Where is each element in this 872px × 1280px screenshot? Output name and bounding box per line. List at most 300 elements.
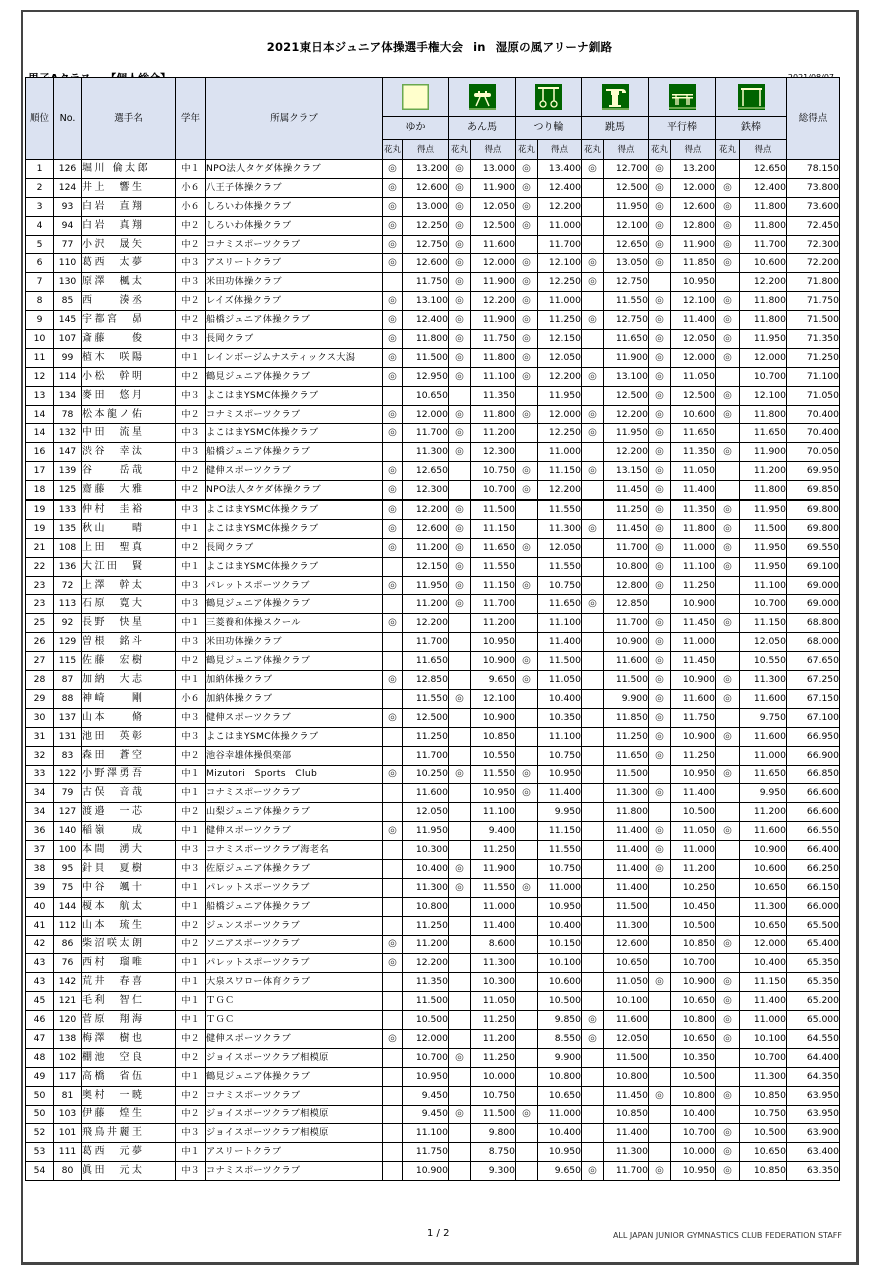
score-cell: 12.600 <box>671 197 716 216</box>
rank-cell: 21 <box>26 538 54 557</box>
total-score-cell: 65.350 <box>787 973 840 992</box>
hanamaru-cell <box>383 1086 403 1105</box>
rank-cell: 5 <box>26 235 54 254</box>
hanamaru-cell <box>716 424 740 443</box>
total-score-cell: 64.400 <box>787 1048 840 1067</box>
club-cell: NPO法人タケダ体操クラブ <box>206 481 383 500</box>
grade-cell: 中２ <box>176 916 206 935</box>
score-cell: 11.600 <box>604 1011 649 1030</box>
athlete-name-cell: 井上 響生 <box>82 178 176 197</box>
score-cell: 11.250 <box>403 916 449 935</box>
hanamaru-cell: ◎ <box>383 216 403 235</box>
hanamaru-cell: ◎ <box>649 708 671 727</box>
table-row <box>26 992 840 1011</box>
hanamaru-cell <box>582 671 604 690</box>
subheader-score: 得点 <box>604 140 649 160</box>
club-cell: NPO法人タケダ体操クラブ <box>206 160 383 179</box>
score-cell: 12.000 <box>538 405 582 424</box>
score-cell: 11.500 <box>471 1105 516 1124</box>
score-cell: 11.800 <box>740 292 787 311</box>
hanamaru-cell: ◎ <box>582 1162 604 1181</box>
hanamaru-cell: ◎ <box>649 671 671 690</box>
hanamaru-cell <box>649 1124 671 1143</box>
hanamaru-cell <box>449 708 471 727</box>
score-cell: 12.000 <box>740 935 787 954</box>
hanamaru-cell: ◎ <box>649 197 671 216</box>
hanamaru-cell <box>383 689 403 708</box>
score-cell: 10.950 <box>538 1143 582 1162</box>
hanamaru-cell: ◎ <box>449 557 471 576</box>
total-score-cell: 65.000 <box>787 1011 840 1030</box>
hanamaru-cell: ◎ <box>649 784 671 803</box>
table-row <box>26 1143 840 1162</box>
hanamaru-cell: ◎ <box>449 1048 471 1067</box>
hanamaru-cell: ◎ <box>516 462 538 481</box>
club-cell: アスリートクラブ <box>206 254 383 273</box>
rank-cell: 50 <box>26 1086 54 1105</box>
athlete-name-cell: 奥村 一暁 <box>82 1086 176 1105</box>
score-cell: 11.400 <box>604 822 649 841</box>
hanamaru-cell <box>516 803 538 822</box>
score-cell: 11.200 <box>403 595 449 614</box>
score-cell: 11.900 <box>740 443 787 462</box>
score-cell: 10.000 <box>471 1067 516 1086</box>
total-score-cell: 66.600 <box>787 803 840 822</box>
total-score-cell: 71.050 <box>787 386 840 405</box>
score-cell: 11.150 <box>471 519 516 538</box>
club-cell: ソニアスポーツクラブ <box>206 935 383 954</box>
hanamaru-cell <box>449 1067 471 1086</box>
hanamaru-cell: ◎ <box>716 765 740 784</box>
athlete-number-cell: 124 <box>54 178 82 197</box>
hanamaru-cell <box>582 216 604 235</box>
hanamaru-cell <box>716 916 740 935</box>
hanamaru-cell <box>449 671 471 690</box>
rank-cell: 43 <box>26 973 54 992</box>
hanamaru-cell: ◎ <box>516 652 538 671</box>
table-row <box>26 859 840 878</box>
score-cell: 11.000 <box>538 216 582 235</box>
score-cell: 11.800 <box>471 405 516 424</box>
athlete-name-cell: 古俣 音哉 <box>82 784 176 803</box>
hanamaru-cell <box>582 500 604 519</box>
hanamaru-cell: ◎ <box>716 557 740 576</box>
score-cell: 12.050 <box>604 1029 649 1048</box>
hanamaru-cell <box>582 330 604 349</box>
hanamaru-cell: ◎ <box>582 311 604 330</box>
grade-cell: 中１ <box>176 557 206 576</box>
rank-cell: 19 <box>26 519 54 538</box>
hanamaru-cell <box>582 822 604 841</box>
score-cell: 11.700 <box>604 538 649 557</box>
athlete-name-cell: 中田 流星 <box>82 424 176 443</box>
score-cell: 11.900 <box>671 235 716 254</box>
total-score-cell: 68.000 <box>787 633 840 652</box>
title-main: 2021東日本ジュニア体操選手権大会 <box>266 40 464 54</box>
rank-cell: 22 <box>26 557 54 576</box>
hanamaru-cell <box>516 557 538 576</box>
hanamaru-cell <box>516 1124 538 1143</box>
hanamaru-cell: ◎ <box>716 992 740 1011</box>
rank-cell: 10 <box>26 330 54 349</box>
total-score-cell: 69.800 <box>787 519 840 538</box>
score-cell: 10.000 <box>671 1143 716 1162</box>
hanamaru-cell: ◎ <box>516 765 538 784</box>
club-cell: 健伸スポーツクラブ <box>206 822 383 841</box>
score-cell: 11.900 <box>471 859 516 878</box>
score-cell: 10.500 <box>403 1011 449 1030</box>
score-cell: 9.800 <box>471 1124 516 1143</box>
score-cell: 11.150 <box>740 614 787 633</box>
score-cell: 11.250 <box>604 500 649 519</box>
hanamaru-cell <box>716 841 740 860</box>
score-cell: 13.100 <box>604 367 649 386</box>
grade-cell: 中２ <box>176 292 206 311</box>
athlete-number-cell: 147 <box>54 443 82 462</box>
grade-cell: 中１ <box>176 160 206 179</box>
hanamaru-cell <box>449 727 471 746</box>
club-cell: 加納体操クラブ <box>206 671 383 690</box>
score-cell: 9.450 <box>403 1086 449 1105</box>
score-cell: 11.550 <box>471 765 516 784</box>
hanamaru-cell: ◎ <box>649 216 671 235</box>
hanamaru-cell: ◎ <box>516 254 538 273</box>
score-cell: 11.150 <box>740 973 787 992</box>
hanamaru-cell: ◎ <box>716 519 740 538</box>
club-cell: ジュンスポーツクラブ <box>206 916 383 935</box>
results-table <box>25 77 840 1181</box>
club-cell: 加納体操クラブ <box>206 689 383 708</box>
score-cell: 10.800 <box>671 1011 716 1030</box>
table-row <box>26 462 840 481</box>
score-cell: 11.600 <box>604 652 649 671</box>
total-score-cell: 63.350 <box>787 1162 840 1181</box>
score-cell: 11.400 <box>671 311 716 330</box>
rank-cell: 23 <box>26 595 54 614</box>
score-cell: 12.650 <box>740 160 787 179</box>
grade-cell: 中２ <box>176 367 206 386</box>
grade-cell: 中３ <box>176 424 206 443</box>
hanamaru-cell <box>383 859 403 878</box>
subheader-hanamaru: 花丸 <box>649 140 671 160</box>
rank-cell: 30 <box>26 708 54 727</box>
club-cell: パレットスポーツクラブ <box>206 576 383 595</box>
hanamaru-cell: ◎ <box>516 197 538 216</box>
table-row <box>26 727 840 746</box>
club-cell: 健伸スポーツクラブ <box>206 462 383 481</box>
hanamaru-cell <box>649 595 671 614</box>
score-cell: 11.600 <box>740 727 787 746</box>
hanamaru-cell <box>383 443 403 462</box>
rank-cell: 41 <box>26 916 54 935</box>
total-score-cell: 72.200 <box>787 254 840 273</box>
score-cell: 10.850 <box>740 1162 787 1181</box>
hanamaru-cell <box>716 481 740 500</box>
score-cell: 11.700 <box>403 424 449 443</box>
total-score-cell: 70.400 <box>787 424 840 443</box>
total-score-cell: 69.950 <box>787 462 840 481</box>
hanamaru-cell: ◎ <box>649 424 671 443</box>
hanamaru-cell <box>649 765 671 784</box>
athlete-number-cell: 88 <box>54 689 82 708</box>
score-cell: 9.850 <box>538 1011 582 1030</box>
hanamaru-cell: ◎ <box>516 348 538 367</box>
subheader-hanamaru: 花丸 <box>383 140 403 160</box>
score-cell: 12.000 <box>671 178 716 197</box>
club-cell: 八王子体操クラブ <box>206 178 383 197</box>
grade-cell: 中１ <box>176 671 206 690</box>
score-cell: 11.350 <box>471 386 516 405</box>
athlete-name-cell: 谷 岳哉 <box>82 462 176 481</box>
grade-cell: 中１ <box>176 1143 206 1162</box>
grade-cell: 小６ <box>176 197 206 216</box>
hanamaru-cell: ◎ <box>582 405 604 424</box>
grade-cell: 中１ <box>176 992 206 1011</box>
score-cell: 12.600 <box>403 178 449 197</box>
grade-cell: 中２ <box>176 652 206 671</box>
rank-cell: 13 <box>26 386 54 405</box>
score-cell: 11.500 <box>538 652 582 671</box>
hanamaru-cell <box>449 386 471 405</box>
club-cell: コナミスポーツクラブ <box>206 405 383 424</box>
athlete-name-cell: 棚池 空良 <box>82 1048 176 1067</box>
hanamaru-cell <box>383 916 403 935</box>
score-cell: 11.000 <box>671 633 716 652</box>
score-cell: 10.600 <box>538 973 582 992</box>
athlete-number-cell: 142 <box>54 973 82 992</box>
hanamaru-cell: ◎ <box>649 481 671 500</box>
score-cell: 10.950 <box>403 1067 449 1086</box>
hanamaru-cell <box>383 973 403 992</box>
event-icon-horizontal-bar <box>716 78 787 117</box>
score-cell: 11.950 <box>403 822 449 841</box>
hanamaru-cell <box>582 386 604 405</box>
score-cell: 11.500 <box>471 500 516 519</box>
hanamaru-cell: ◎ <box>516 481 538 500</box>
table-row <box>26 443 840 462</box>
score-cell: 11.800 <box>740 216 787 235</box>
score-cell: 11.250 <box>538 311 582 330</box>
grade-cell: 中３ <box>176 595 206 614</box>
hanamaru-cell: ◎ <box>383 519 403 538</box>
hanamaru-cell: ◎ <box>383 481 403 500</box>
hanamaru-cell <box>383 1067 403 1086</box>
athlete-number-cell: 102 <box>54 1048 82 1067</box>
club-cell: よこはまYSMC体操クラブ <box>206 727 383 746</box>
athlete-name-cell: 西 湊丞 <box>82 292 176 311</box>
athlete-name-cell: 森田 蒼空 <box>82 746 176 765</box>
club-cell: パレットスポーツクラブ <box>206 954 383 973</box>
table-row <box>26 746 840 765</box>
score-cell: 11.000 <box>538 878 582 897</box>
hanamaru-cell <box>716 652 740 671</box>
table-row <box>26 481 840 500</box>
hanamaru-cell: ◎ <box>649 841 671 860</box>
hanamaru-cell: ◎ <box>716 935 740 954</box>
hanamaru-cell: ◎ <box>582 595 604 614</box>
score-cell: 12.150 <box>403 557 449 576</box>
rank-cell: 46 <box>26 1011 54 1030</box>
hanamaru-cell <box>449 462 471 481</box>
hanamaru-cell: ◎ <box>516 878 538 897</box>
club-cell: よこはまYSMC体操クラブ <box>206 424 383 443</box>
score-cell: 12.800 <box>671 216 716 235</box>
score-cell: 11.300 <box>740 1067 787 1086</box>
hanamaru-cell <box>516 235 538 254</box>
score-cell: 11.950 <box>604 197 649 216</box>
total-score-cell: 73.800 <box>787 178 840 197</box>
score-cell: 9.900 <box>604 689 649 708</box>
score-cell: 12.200 <box>538 367 582 386</box>
hanamaru-cell: ◎ <box>383 538 403 557</box>
score-cell: 11.300 <box>740 897 787 916</box>
hanamaru-cell <box>449 1143 471 1162</box>
score-cell: 10.600 <box>740 859 787 878</box>
hanamaru-cell: ◎ <box>649 160 671 179</box>
hanamaru-cell <box>716 897 740 916</box>
hanamaru-cell <box>449 935 471 954</box>
score-cell: 12.300 <box>471 443 516 462</box>
rank-cell: 47 <box>26 1029 54 1048</box>
hanamaru-cell: ◎ <box>716 197 740 216</box>
rank-cell: 43 <box>26 954 54 973</box>
hanamaru-cell: ◎ <box>716 348 740 367</box>
club-cell: コナミスポーツクラブ <box>206 1086 383 1105</box>
score-cell: 12.250 <box>538 273 582 292</box>
club-cell: よこはまYSMC体操クラブ <box>206 519 383 538</box>
table-row <box>26 652 840 671</box>
athlete-number-cell: 112 <box>54 916 82 935</box>
athlete-number-cell: 140 <box>54 822 82 841</box>
score-cell: 12.850 <box>604 595 649 614</box>
hanamaru-cell <box>383 595 403 614</box>
total-score-cell: 63.950 <box>787 1105 840 1124</box>
hanamaru-cell <box>582 1124 604 1143</box>
table-row <box>26 878 840 897</box>
athlete-number-cell: 117 <box>54 1067 82 1086</box>
hanamaru-cell: ◎ <box>649 311 671 330</box>
hanamaru-cell: ◎ <box>649 1162 671 1181</box>
hanamaru-cell <box>516 916 538 935</box>
athlete-number-cell: 85 <box>54 292 82 311</box>
rank-cell: 48 <box>26 1048 54 1067</box>
club-cell: 山梨ジュニア体操クラブ <box>206 803 383 822</box>
score-cell: 13.000 <box>403 197 449 216</box>
score-cell: 10.750 <box>740 1105 787 1124</box>
athlete-number-cell: 127 <box>54 803 82 822</box>
hanamaru-cell <box>449 481 471 500</box>
hanamaru-cell <box>383 1162 403 1181</box>
club-cell: 鶴見ジュニア体操クラブ <box>206 652 383 671</box>
hanamaru-cell <box>716 633 740 652</box>
score-cell: 10.600 <box>740 254 787 273</box>
hanamaru-cell <box>716 1067 740 1086</box>
table-row <box>26 1086 840 1105</box>
grade-cell: 中２ <box>176 405 206 424</box>
hanamaru-cell: ◎ <box>449 254 471 273</box>
hanamaru-cell <box>716 595 740 614</box>
hanamaru-cell <box>582 897 604 916</box>
grade-cell: 中３ <box>176 273 206 292</box>
hanamaru-cell: ◎ <box>383 708 403 727</box>
hanamaru-cell: ◎ <box>383 500 403 519</box>
hanamaru-cell: ◎ <box>716 330 740 349</box>
athlete-number-cell: 78 <box>54 405 82 424</box>
score-cell: 8.750 <box>471 1143 516 1162</box>
hanamaru-cell: ◎ <box>716 1029 740 1048</box>
score-cell: 11.700 <box>538 235 582 254</box>
score-cell: 11.500 <box>604 765 649 784</box>
athlete-name-cell: 白岩 真翔 <box>82 216 176 235</box>
athlete-number-cell: 101 <box>54 1124 82 1143</box>
athlete-number-cell: 144 <box>54 897 82 916</box>
hanamaru-cell: ◎ <box>649 557 671 576</box>
total-score-cell: 71.750 <box>787 292 840 311</box>
score-cell: 11.500 <box>403 348 449 367</box>
score-cell: 12.650 <box>403 462 449 481</box>
hanamaru-cell <box>449 1124 471 1143</box>
score-cell: 10.950 <box>671 765 716 784</box>
hanamaru-cell <box>516 935 538 954</box>
score-cell: 11.250 <box>604 727 649 746</box>
athlete-name-cell: 白岩 直翔 <box>82 197 176 216</box>
hanamaru-cell: ◎ <box>716 973 740 992</box>
hanamaru-cell: ◎ <box>449 424 471 443</box>
hanamaru-cell: ◎ <box>383 1029 403 1048</box>
hanamaru-cell: ◎ <box>716 405 740 424</box>
score-cell: 12.250 <box>538 424 582 443</box>
hanamaru-cell <box>582 235 604 254</box>
hanamaru-cell: ◎ <box>449 292 471 311</box>
athlete-number-cell: 79 <box>54 784 82 803</box>
results-page <box>21 10 859 1265</box>
score-cell: 10.700 <box>740 367 787 386</box>
grade-cell: 中３ <box>176 576 206 595</box>
total-score-cell: 71.500 <box>787 311 840 330</box>
rank-cell: 40 <box>26 897 54 916</box>
athlete-name-cell: 長野 快星 <box>82 614 176 633</box>
rank-cell: 2 <box>26 178 54 197</box>
score-cell: 11.050 <box>538 671 582 690</box>
score-cell: 11.750 <box>671 708 716 727</box>
score-cell: 11.200 <box>403 935 449 954</box>
score-cell: 11.650 <box>604 746 649 765</box>
grade-cell: 中１ <box>176 765 206 784</box>
score-cell: 10.650 <box>740 916 787 935</box>
score-cell: 12.050 <box>403 803 449 822</box>
score-cell: 11.400 <box>604 878 649 897</box>
hanamaru-cell <box>582 557 604 576</box>
rank-cell: 53 <box>26 1143 54 1162</box>
score-cell: 10.650 <box>740 878 787 897</box>
score-cell: 9.450 <box>403 1105 449 1124</box>
athlete-name-cell: 仲村 圭裕 <box>82 500 176 519</box>
score-cell: 10.300 <box>403 841 449 860</box>
grade-cell: 中２ <box>176 311 206 330</box>
score-cell: 11.100 <box>538 614 582 633</box>
athlete-number-cell: 129 <box>54 633 82 652</box>
club-cell: よこはまYSMC体操クラブ <box>206 557 383 576</box>
score-cell: 11.300 <box>471 954 516 973</box>
hanamaru-cell: ◎ <box>582 519 604 538</box>
hanamaru-cell <box>582 746 604 765</box>
score-cell: 13.000 <box>471 160 516 179</box>
score-cell: 11.400 <box>740 992 787 1011</box>
score-cell: 11.550 <box>403 689 449 708</box>
total-score-cell: 66.000 <box>787 897 840 916</box>
score-cell: 12.200 <box>604 443 649 462</box>
score-cell: 12.200 <box>403 500 449 519</box>
